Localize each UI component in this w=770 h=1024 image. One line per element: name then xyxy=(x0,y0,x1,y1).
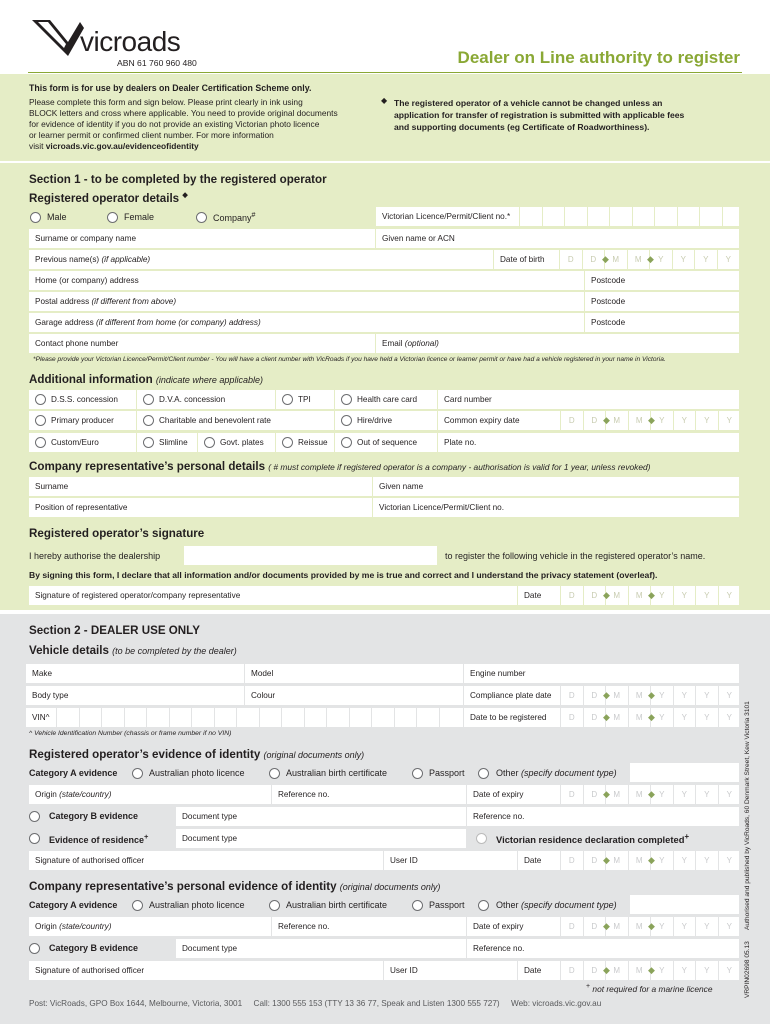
add-row1: D.S.S. concession xyxy=(29,390,137,409)
rep-passport-radio[interactable] xyxy=(412,900,423,911)
signature-heading: Registered operator’s signature xyxy=(29,527,205,540)
rep-officer-signature-field[interactable]: Signature of authorised officer xyxy=(29,961,384,980)
given-acn-field[interactable]: Given name or ACN xyxy=(376,229,740,248)
diamond-icon: ◆ xyxy=(381,96,388,105)
rep-reference-field[interactable]: Reference no. xyxy=(272,917,467,936)
intro-text: Please complete this form and sign below. Please print clearly in ink using BLOCK letters and cross where applicable. You need to provide original documents for evidence of identity if you do not provide an existing Victorian photo licence or learner permit or confirmed client number. For more information visit vicroads.vic.gov.au/evidenceofidentity xyxy=(29,97,338,151)
govt-plates-radio[interactable] xyxy=(204,437,215,448)
vicroads-mark-icon xyxy=(28,18,84,58)
dss-radio[interactable] xyxy=(35,394,46,405)
rep-surname-field[interactable]: Surname xyxy=(29,477,373,496)
dob-cells: D D M ◆ M Y ◆ Y Y Y xyxy=(559,250,739,269)
rep-cat-b-reference-field[interactable]: Reference no. xyxy=(467,939,740,958)
transfer-notice: The registered operator of a vehicle cannot be changed unless an application for transfer of registration is submitted with applicable fees and supporting documents (eg Certificate of Roadworthiness). xyxy=(394,98,685,132)
residence-radio[interactable] xyxy=(29,833,40,844)
vicroads-logo xyxy=(28,18,208,58)
hire-drive-radio[interactable] xyxy=(341,415,352,426)
title-rule xyxy=(28,72,742,73)
passport-radio[interactable] xyxy=(412,768,423,779)
cat-b-radio[interactable] xyxy=(29,811,40,822)
cat-b-doc-type-field[interactable]: Document type xyxy=(176,807,467,826)
published-by: Authorised and published by VicRoads, 60 Denmark Street, Kew Victoria 3101 xyxy=(744,701,751,930)
body-type-field[interactable]: Body type xyxy=(26,686,245,705)
colour-field[interactable]: Colour xyxy=(245,686,464,705)
logo-wordmark: vicroads xyxy=(80,26,181,57)
rep-expiry-field[interactable]: Date of expiry D D M ◆ M Y ◆ Y Y Y xyxy=(467,917,740,936)
footer-web[interactable]: Web: vicroads.vic.gov.au xyxy=(511,999,602,1008)
company-evidence-heading: Company representative’s personal evidence of identity (original documents only) xyxy=(29,880,441,893)
licence-field[interactable]: Victorian Licence/Permit/Client no.* xyxy=(376,207,740,226)
footer xyxy=(29,999,601,1008)
model-field[interactable]: Model xyxy=(245,664,464,683)
home-postcode-field[interactable]: Postcode xyxy=(585,271,740,290)
common-expiry-field[interactable]: Common expiry date D D M ◆ M Y ◆ Y Y Y xyxy=(438,411,740,430)
home-address-field[interactable]: Home (or company) address xyxy=(29,271,585,290)
surname-company-field[interactable]: Surname or company name xyxy=(29,229,376,248)
section2-heading: Section 2 - DEALER USE ONLY xyxy=(29,624,200,637)
vin-note: ^ Vehicle Identification Number (chassis or frame number if no VIN) xyxy=(29,730,232,737)
rep-given-name-field[interactable]: Given name xyxy=(373,477,740,496)
postal-address-field[interactable]: Postal address (if different from above) xyxy=(29,292,585,311)
officer-signature-field[interactable]: Signature of authorised officer xyxy=(29,851,384,870)
male-label: Male xyxy=(47,212,67,222)
evidence-heading: Registered operator’s evidence of identity (original documents only) xyxy=(29,748,365,761)
dob-field[interactable]: Date of birth D D M ◆ M Y ◆ Y Y Y xyxy=(494,250,740,269)
contact-phone-field[interactable]: Contact phone number xyxy=(29,334,376,353)
female-radio[interactable] xyxy=(107,212,118,223)
make-field[interactable]: Make xyxy=(26,664,245,683)
page-title: Dealer on Line authority to register xyxy=(457,48,740,67)
vic-declaration-radio[interactable] xyxy=(476,833,487,844)
form-code: VRPIN02698 05.13 xyxy=(744,941,751,998)
section1-panel: Section 1 - to be completed by the registered operator Registered operator details ◆ Male Female Company# Victorian Licence/Permit/Client no.* Surname or company name Given name or ACN Previous name(s) (if applicable) Date of birth D D M ◆ M Y ◆ Y Y Y Home (or company) address Postcode Postal address (if different from above) Postcode Garage address (if different from home (or company) address) Postcode Contact phone number Email (optional) *Please provide your Victorian Licence/Permit/Client number - You will have a client number with VicRoads if you have held a Victorian licence or learner permit or have had a vehicle registered in your name in Victoria. Additional information (indicate where applicable) D.S.S. concession D.V.A. concession TPI Health care card Card number Primary producer Charitable and benevolent rate Hire/drive Common expiry date D D M ◆ M Y ◆ Y Y Y Custom/Euro Slimline Govt. plates Reissue Out of sequence Plate no. Company representative’s personal details ( # must complete if registered operator is a company - authorisation is valid for 1 year, unless revoked) Surname Given name Position of representative Victorian Licence/Permit/Client no. Registered operator’s signature I hereby authorise the dealership to register the following vehicle in the registered operator’s name. By signing this form, I declare that all information and/or documents provided by me is true and correct and I understand the privacy statement (overleaf). Signature of registered operator/company representative Date D D M ◆ M Y ◆ Y Y Y xyxy=(0,163,770,610)
section2-panel: Section 2 - DEALER USE ONLY Vehicle details (to be completed by the dealer) Make Model Engine number Body type Colour Compliance plate date D D M ◆ M Y ◆ Y Y Y VIN^ Date to be registered D D M ◆ M Y ◆ Y Y Y ^ Vehicle Identification Number (chassis or frame number if no VIN) Registered operator’s evidence of identity (original documents only) Category A evidence Australian photo licence Australian birth certificate Passport Other (specify document type) Origin (state/country) Reference no. Date of expiry D D M ◆ M Y ◆ Y Y Y Category B evidence Document type Reference no. Evidence of residence+ Document type Victorian residence declaration completed+ Signature of authorised officer User ID Date D D M ◆ M Y ◆ Y Y Y Company representative’s personal evidence of identity (original documents only) Category A evidence Australian photo licence Australian birth certificate Passport Other (specify document type) Origin (state/country) Reference no. Date of expiry D D M ◆ M Y ◆ Y Y Y Category B evidence Document type Reference no. Signature of authorised officer User ID Date D D M ◆ M Y ◆ Y Y Y + not required for a marine licence Post: VicRoads, GPO Box 1644, Melbourne, Victoria, 3001 Call: 1300 555 153 (TTY 13 36 77, Speak and Listen 1300 555 727) Web: vicroads.vic.gov.au xyxy=(0,614,770,1024)
female-label: Female xyxy=(124,212,155,222)
tpi-radio[interactable] xyxy=(282,394,293,405)
slimline-radio[interactable] xyxy=(143,437,154,448)
authorise-suffix: to register the following vehicle in the registered operator’s name. xyxy=(445,551,706,561)
photo-licence-radio[interactable] xyxy=(132,768,143,779)
rep-birth-cert-radio[interactable] xyxy=(269,900,280,911)
rep-user-id-field[interactable]: User ID xyxy=(384,961,518,980)
rep-photo-licence-radio[interactable] xyxy=(132,900,143,911)
dva-radio[interactable] xyxy=(143,394,154,405)
reissue-radio[interactable] xyxy=(282,437,293,448)
officer-date-field[interactable]: Date D D M ◆ M Y ◆ Y Y Y xyxy=(518,851,740,870)
rep-other-doc-radio[interactable] xyxy=(478,900,489,911)
additional-heading: Additional information (indicate where applicable) xyxy=(29,373,263,386)
operator-signature-field[interactable]: Signature of registered operator/company representative xyxy=(29,586,518,605)
vehicle-details-heading: Vehicle details (to be completed by the dealer) xyxy=(29,644,237,657)
sidebar-credits xyxy=(744,701,758,1000)
section1-heading: Section 1 - to be completed by the registered operator xyxy=(29,173,327,186)
cat-a-label: Category A evidence xyxy=(29,768,118,778)
declaration: By signing this form, I declare that all information and/or documents provided by me is true and correct and I understand the privacy statement (overleaf). xyxy=(29,570,658,580)
charitable-radio[interactable] xyxy=(143,415,154,426)
rep-position-field[interactable]: Position of representative xyxy=(29,498,373,517)
previous-names-field[interactable]: Previous name(s) (if applicable) xyxy=(29,250,494,269)
vic-declaration-label: Victorian residence declaration completed+ xyxy=(496,832,690,846)
signature-date-field[interactable]: Date D D M ◆ M Y ◆ Y Y Y xyxy=(518,586,740,605)
expiry-field[interactable]: Date of expiry D D M ◆ M Y ◆ Y Y Y xyxy=(467,785,740,804)
rep-other-doc-field[interactable] xyxy=(630,895,740,914)
origin-field[interactable]: Origin (state/country) xyxy=(29,785,272,804)
residence-doc-type-field[interactable]: Document type xyxy=(176,829,467,848)
health-card-radio[interactable] xyxy=(341,394,352,405)
licence-footnote: *Please provide your Victorian Licence/Permit/Client number - You will have a client number with VicRoads if you have held a Victorian licence or learner permit or have had a vehicle registered in your name in Victoria. xyxy=(33,356,666,363)
postal-postcode-field[interactable]: Postcode xyxy=(585,292,740,311)
abn: ABN 61 760 960 480 xyxy=(117,58,197,68)
intro-lead: This form is for use by dealers on Dealer Certification Scheme only. xyxy=(29,83,312,93)
company-rep-heading: Company representative’s personal details ( # must complete if registered operator is a company - authorisation is valid for 1 year, unless revoked) xyxy=(29,460,651,473)
marine-note: + not required for a marine licence xyxy=(586,983,713,994)
compliance-date-field[interactable]: Compliance plate date D D M ◆ M Y ◆ Y Y Y xyxy=(464,686,740,705)
rep-origin-field[interactable]: Origin (state/country) xyxy=(29,917,272,936)
email-field[interactable]: Email (optional) xyxy=(376,334,740,353)
rep-cat-b-radio[interactable] xyxy=(29,943,40,954)
card-number-field[interactable]: Card number xyxy=(438,390,740,409)
primary-producer-radio[interactable] xyxy=(35,415,46,426)
authorise-prefix: I hereby authorise the dealership xyxy=(29,551,161,561)
operator-details-heading: Registered operator details ◆ xyxy=(29,191,188,205)
garage-postcode-field[interactable]: Postcode xyxy=(585,313,740,332)
rep-officer-date-field[interactable]: Date D D M ◆ M Y ◆ Y Y Y xyxy=(518,961,740,980)
rep-cat-b-doc-type-field[interactable]: Document type xyxy=(176,939,467,958)
company-radio[interactable] xyxy=(196,212,207,223)
custom-euro-radio[interactable] xyxy=(35,437,46,448)
dealership-field[interactable] xyxy=(184,546,438,565)
plate-no-field[interactable]: Plate no. xyxy=(438,433,740,452)
user-id-field[interactable]: User ID xyxy=(384,851,518,870)
other-doc-field[interactable] xyxy=(630,763,740,782)
evidence-url[interactable]: vicroads.vic.gov.au/evidenceofidentity xyxy=(45,141,199,151)
engine-field[interactable]: Engine number xyxy=(464,664,740,683)
registration-date-field[interactable]: Date to be registered D D M ◆ M Y ◆ Y Y Y xyxy=(464,708,740,727)
reference-field[interactable]: Reference no. xyxy=(272,785,467,804)
intro-panel xyxy=(0,74,770,161)
cat-b-reference-field[interactable]: Reference no. xyxy=(467,807,740,826)
company-label: Company# xyxy=(213,212,256,223)
male-radio[interactable] xyxy=(30,212,41,223)
out-of-sequence-radio[interactable] xyxy=(341,437,352,448)
garage-address-field[interactable]: Garage address (if different from home (or company) address) xyxy=(29,313,585,332)
rep-licence-field[interactable]: Victorian Licence/Permit/Client no. xyxy=(373,498,740,517)
other-doc-radio[interactable] xyxy=(478,768,489,779)
birth-cert-radio[interactable] xyxy=(269,768,280,779)
footer-call: Call: 1300 555 153 (TTY 13 36 77, Speak and Listen 1300 555 727) xyxy=(253,999,500,1008)
vin-field[interactable]: VIN^ xyxy=(26,708,464,727)
footer-post: Post: VicRoads, GPO Box 1644, Melbourne, Victoria, 3001 xyxy=(29,999,243,1008)
